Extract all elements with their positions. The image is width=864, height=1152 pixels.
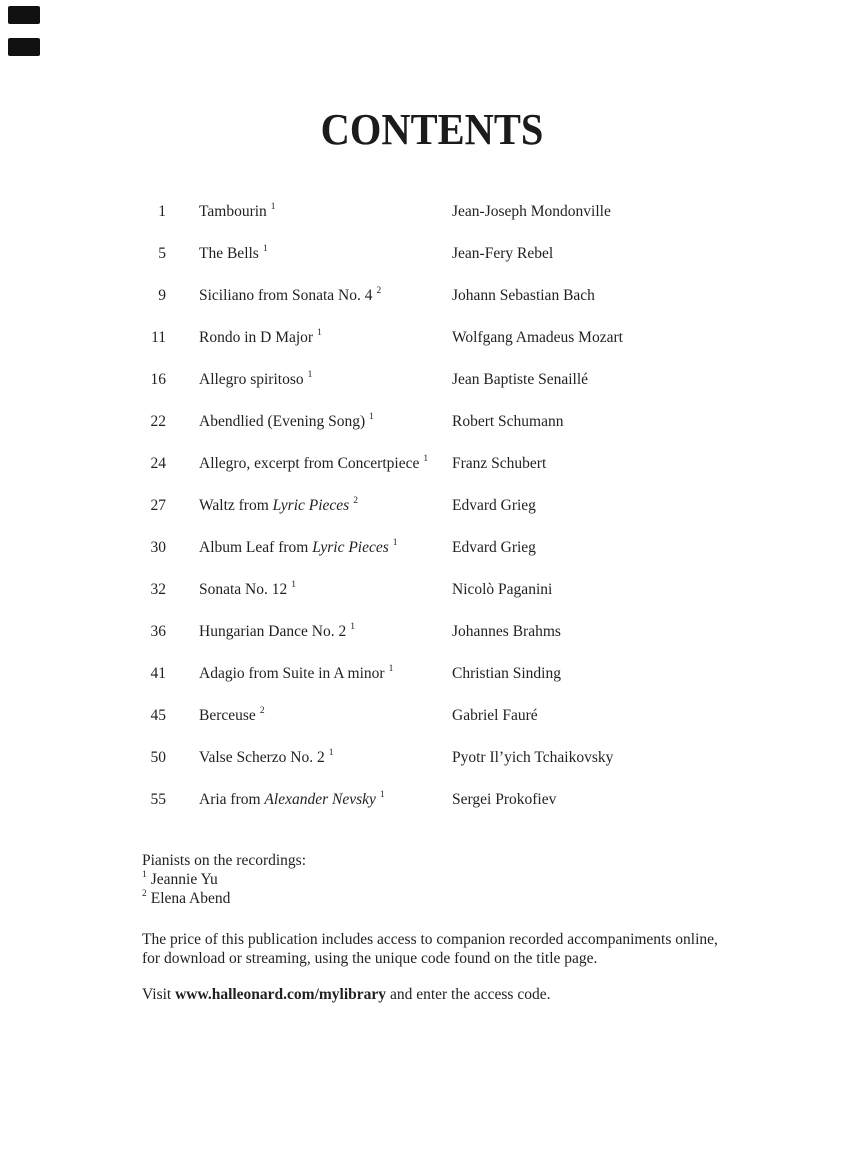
toc-composer: Jean-Fery Rebel — [452, 245, 554, 262]
toc-title: Abendlied (Evening Song) $^1$ — [199, 411, 374, 430]
toc-row — [0, 704, 864, 746]
toc-row — [0, 620, 864, 662]
toc-row — [0, 536, 864, 578]
price-note-line-2: for download or streaming, using the unique code found on the title page. — [142, 950, 598, 967]
toc-title-italic: Lyric Pieces — [312, 539, 389, 556]
toc-title: Valse Scherzo No. 2 $^1$ — [199, 747, 334, 766]
toc-row — [0, 452, 864, 494]
toc-row — [0, 410, 864, 452]
toc-title-superscript: 1 — [307, 369, 313, 380]
toc-title-superscript: 1 — [317, 327, 322, 338]
toc-title: Rondo in D Major $^1$ — [199, 327, 322, 346]
toc-title-italic: Lyric Pieces — [272, 497, 350, 514]
price-note-line-1: The price of this publication includes access to companion recorded accompaniments online, — [142, 931, 718, 948]
toc-row — [0, 578, 864, 620]
toc-row — [0, 200, 864, 242]
toc-title: Adagio from Suite in A minor $^1$ — [199, 663, 394, 682]
toc-page-number: 1 — [158, 203, 166, 220]
toc-title: Siciliano from Sonata No. 4 $^2$ — [199, 285, 382, 304]
toc-title: Aria from Alexander Nevsky $^1$ — [199, 789, 385, 808]
toc-page-number: 36 — [150, 623, 166, 640]
toc-row — [0, 494, 864, 536]
toc-row — [0, 788, 864, 830]
toc-composer: Pyotr Il’yich Tchaikovsky — [452, 749, 614, 766]
toc-page-number: 9 — [158, 287, 166, 304]
toc-title-superscript: 1 — [350, 621, 355, 632]
visit-url: www.halleonard.com/mylibrary — [175, 986, 387, 1003]
pianist-credit-1 — [142, 870, 802, 889]
toc-title-superscript: 2 — [376, 285, 382, 296]
toc-composer: Sergei Prokofiev — [452, 791, 557, 808]
toc-composer: Franz Schubert — [452, 455, 547, 472]
toc-title-superscript: 2 — [353, 495, 358, 506]
toc-page-number: 41 — [150, 665, 166, 682]
toc-title-superscript: 1 — [328, 747, 334, 758]
page-title: CONTENTS — [320, 105, 544, 154]
toc-page-number: 24 — [150, 455, 166, 472]
toc-title: Sonata No. 12 $^1$ — [199, 579, 297, 598]
toc-row — [0, 326, 864, 368]
toc-composer: Wolfgang Amadeus Mozart — [452, 329, 623, 346]
toc-page-number: 30 — [150, 539, 166, 556]
toc-row — [0, 662, 864, 704]
toc-composer: Edvard Grieg — [452, 497, 536, 514]
pianist-1-superscript: 1 — [142, 869, 147, 880]
toc-title-superscript: 1 — [262, 243, 268, 254]
toc-title: Tambourin $^1$ — [199, 201, 276, 220]
toc-title-superscript: 1 — [369, 411, 374, 422]
pianist-1-name: Jeannie Yu — [150, 871, 218, 888]
toc-page-number: 22 — [150, 413, 166, 430]
toc-title: Allegro spiritoso $^1$ — [199, 369, 313, 388]
price-note — [142, 930, 802, 968]
toc-title: Album Leaf from Lyric Pieces $^1$ — [199, 537, 398, 556]
toc-page-number: 55 — [150, 791, 166, 808]
visit-instruction — [142, 985, 802, 1004]
toc-title-superscript: 1 — [388, 663, 394, 674]
scan-mark-top — [8, 6, 40, 24]
toc-composer: Jean Baptiste Senaillé — [452, 371, 589, 388]
toc-row — [0, 746, 864, 788]
toc-row — [0, 368, 864, 410]
toc-page-number: 45 — [150, 707, 166, 724]
toc-composer: Robert Schumann — [452, 413, 564, 430]
toc-title-superscript: 1 — [291, 579, 297, 590]
toc-page-number: 32 — [150, 581, 166, 598]
toc-title-superscript: 1 — [270, 201, 276, 212]
toc-title-superscript: 1 — [423, 453, 429, 464]
toc-page-number: 50 — [150, 749, 166, 766]
toc-title: Waltz from Lyric Pieces $^2$ — [199, 495, 358, 514]
toc-composer: Johannes Brahms — [452, 623, 561, 640]
toc-title-superscript: 1 — [379, 789, 385, 800]
toc-page-number: 11 — [151, 329, 166, 346]
toc-title: Hungarian Dance No. 2 $^1$ — [199, 621, 355, 640]
pianists-heading: Pianists on the recordings: — [142, 852, 307, 869]
toc-title: The Bells $^1$ — [199, 243, 268, 262]
pianist-2-name: Elena Abend — [150, 890, 231, 907]
pianist-2-superscript: 2 — [142, 888, 147, 899]
scan-mark-bottom — [8, 38, 40, 56]
toc-title-superscript: 2 — [259, 705, 265, 716]
footer — [142, 851, 802, 1004]
toc-list — [0, 200, 864, 830]
visit-prefix: Visit — [142, 986, 176, 1003]
toc-row — [0, 284, 864, 326]
visit-suffix: and enter the access code. — [386, 986, 551, 1003]
toc-page-number: 27 — [150, 497, 166, 514]
toc-title: Berceuse $^2$ — [199, 705, 265, 724]
toc-title-superscript: 1 — [392, 537, 398, 548]
pianist-credit-2 — [142, 889, 802, 908]
toc-row — [0, 242, 864, 284]
toc-title: Allegro, excerpt from Concertpiece $^1$ — [199, 453, 429, 472]
toc-page-number: 5 — [158, 245, 166, 262]
toc-composer: Jean-Joseph Mondonville — [452, 203, 611, 220]
toc-composer: Christian Sinding — [452, 665, 561, 682]
toc-composer: Nicolò Paganini — [452, 581, 553, 598]
toc-composer: Edvard Grieg — [452, 539, 536, 556]
toc-composer: Johann Sebastian Bach — [452, 287, 595, 304]
toc-composer: Gabriel Fauré — [452, 707, 538, 724]
toc-title-italic: Alexander Nevsky — [264, 791, 376, 808]
toc-page-number: 16 — [150, 371, 166, 388]
